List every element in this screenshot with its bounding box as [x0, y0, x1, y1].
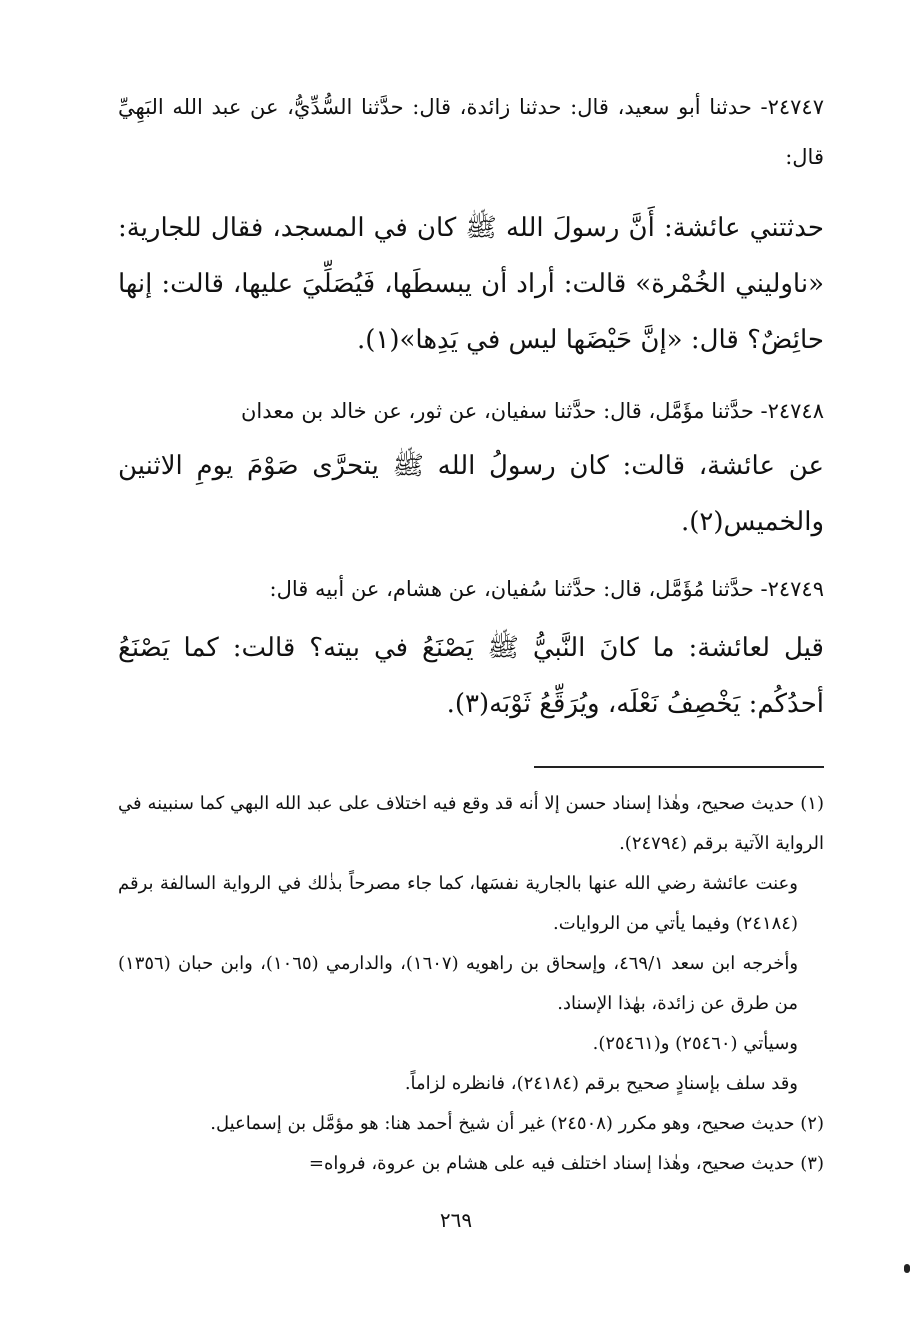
hadith-24747-isnad: ٢٤٧٤٧- حدثنا أبو سعيد، قال: حدثنا زائدة، قال: حدَّثنا السُّدِّيُّ، عن عبد الله البَهِيِّ قال: [118, 95, 824, 169]
page-number: ٢٦٩ [439, 1208, 473, 1232]
footnote-2: (٢) حديث صحيح، وهو مكرر (٢٤٥٠٨) غير أن شيخ أحمد هنا: هو مؤمَّل بن إسماعيل. [210, 1113, 824, 1134]
hadith-24748-matn: عن عائشة، قالت: كان رسولُ الله ﷺ يتحرَّى صَوْمَ يومِ الاثنين والخميس(٢). [118, 451, 824, 537]
page-body [118, 78, 824, 1184]
footnotes [118, 784, 824, 1184]
scan-edge-mark [904, 1264, 910, 1273]
hadith-24749-matn: قيل لعائشة: ما كانَ النَّبيُّ ﷺ يَصْنَعُ في بيته؟ قالت: كما يَصْنَعُ أحدُكُم: يَخْصِفُ نَعْلَه، ويُرَقِّعُ ثَوْبَه(٣). [118, 633, 824, 719]
footnote-1-note-d: وقد سلف بإسنادٍ صحيح برقم (٢٤١٨٤)، فانظره لزاماً. [404, 1073, 798, 1094]
footnote-1-note-b: وأخرجه ابن سعد ٤٦٩/١، وإسحاق بن راهويه (١٦٠٧)، والدارمي (١٠٦٥)، وابن حبان (١٣٥٦) من طرق عن زائدة، بهٰذا الإسناد. [118, 953, 799, 1014]
hadith-24748-isnad: ٢٤٧٤٨- حدَّثنا مؤَمَّل، قال: حدَّثنا سفيان، عن ثور، عن خالد بن معدان [241, 399, 824, 423]
hadith-24749-isnad: ٢٤٧٤٩- حدَّثنا مُؤَمَّل، قال: حدَّثنا سُفيان، عن هشام، عن أبيه قال: [269, 577, 824, 601]
footnote-divider [534, 766, 824, 768]
footnote-1: (١) حديث صحيح، وهٰذا إسناد حسن إلا أنه قد وقع فيه اختلاف على عبد الله البهي كما سنبينه في الرواية الآتية برقم (٢٤٧٩٤). [118, 793, 824, 854]
hadith-24747-matn: حدثتني عائشة: أَنَّ رسولَ الله ﷺ كان في المسجد، فقال للجارية: «ناوليني الخُمْرة» قالت: أراد أن يبسطَها، فَيُصَلِّيَ عليها، قالت: إنها حائِضٌ؟ قال: «إنَّ حَيْضَها ليس في يَدِها»(١). [118, 213, 824, 355]
footnote-1-note-a: وعنت عائشة رضي الله عنها بالجارية نفسَها، كما جاء مصرحاً بذٰلك في الرواية السالفة برقم (٢٤١٨٤) وفيما يأتي من الروايات. [118, 873, 798, 934]
footnote-1-note-c: وسيأتي (٢٥٤٦٠) و(٢٥٤٦١). [592, 1033, 798, 1054]
footnote-3: (٣) حديث صحيح، وهٰذا إسناد اختلف فيه على هشام بن عروة، فرواه= [308, 1153, 824, 1174]
